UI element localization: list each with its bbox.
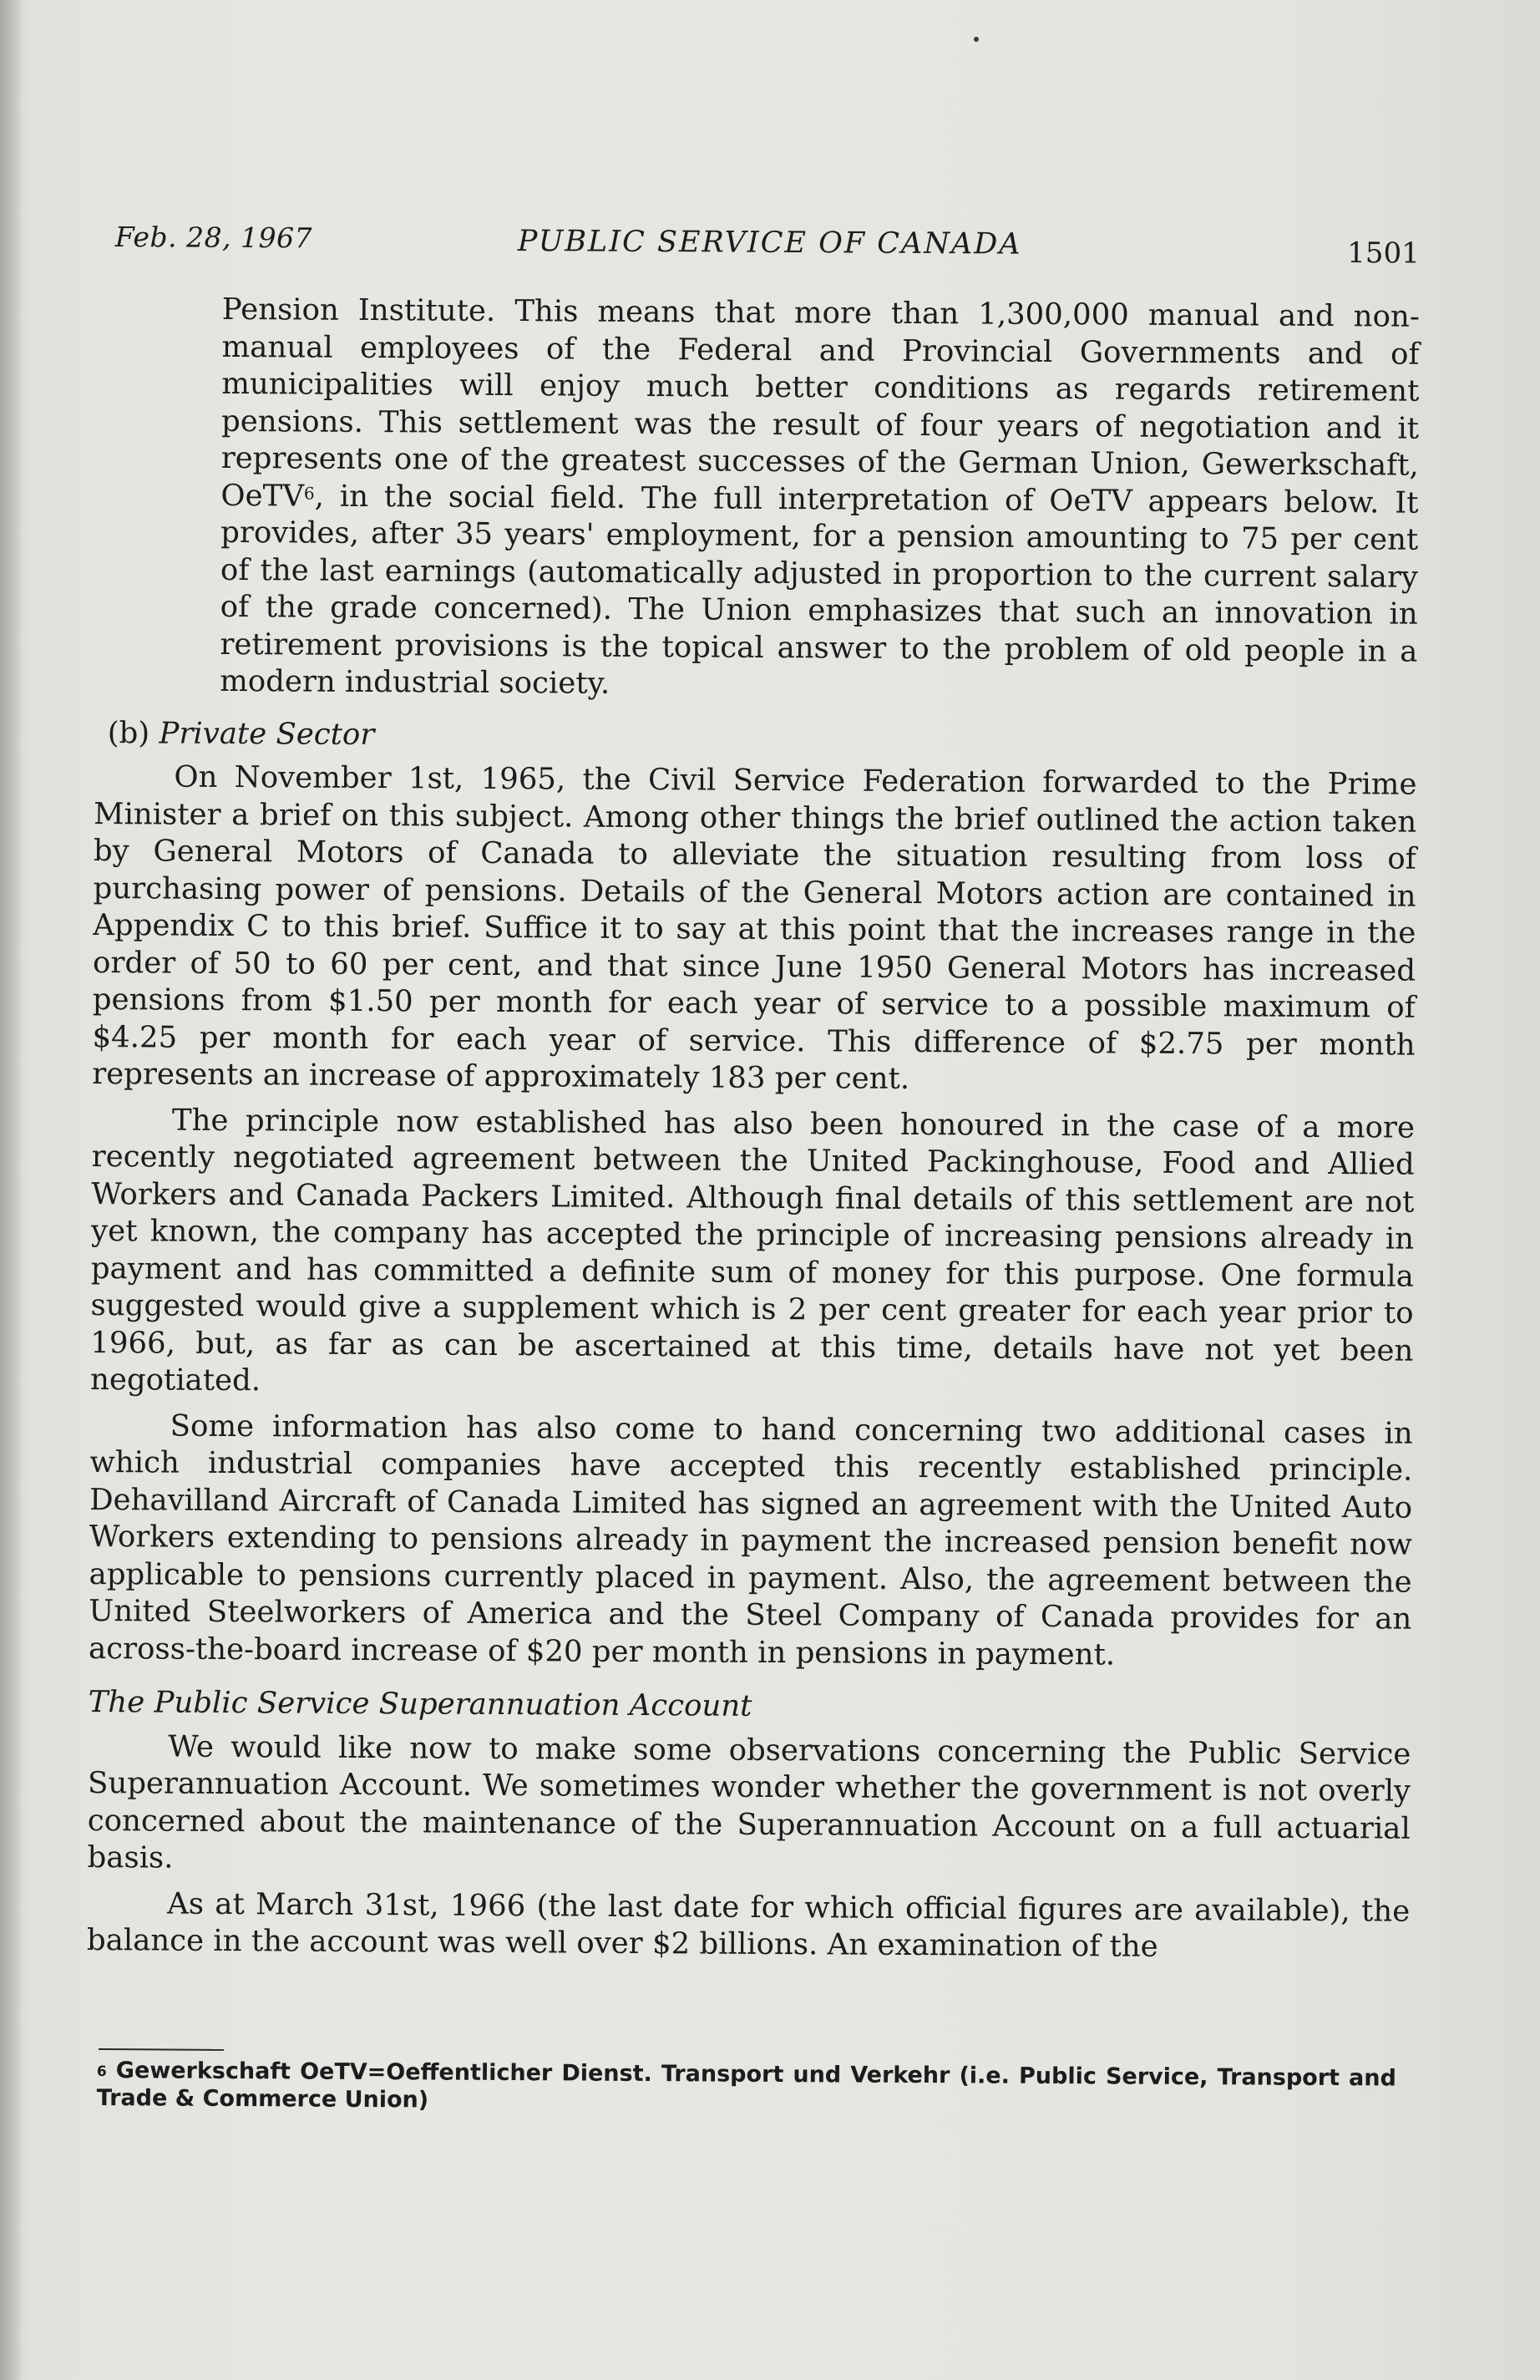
page-number: 1501 — [1347, 236, 1420, 271]
paragraph-superannuation-account: We would like now to make some observations concerning the Public Service Superannuation Account. We sometimes wonder whether the government is not overly concerned about the maintenance of the Superannuation Account on a full actuarial basis. — [87, 1729, 1411, 1875]
paragraph-text-continued: , in the social field. The full interpretation of OeTV appears below. It provides, after 35 years' employment, for a pension amounting to 75 per cent of the last earnings (automatically adjusted in proportion to the current salary of the grade concerned). The Union emphasizes that such an innovation in retirement provisions is the topical answer to the problem of old people in a modern industrial society. — [220, 479, 1419, 701]
subhead-label: (b) — [107, 715, 150, 750]
footnote-rule — [99, 2048, 224, 2051]
paragraph-canada-packers: The principle now established has also been honoured in the case of a more recently negotiated agreement between the United Packinghouse, Food and Allied Workers and Canada Packers Limited. Although final details of this settlement are not yet known, the company has accepted the principle of increasing pensions already in payment and has committed a definite sum of money for this purpose. One formula suggested would give a supplement which is 2 per cent greater for each year prior to 1966, but, as far as can be ascertained at this time, details have not yet been negotiated. — [89, 1103, 1416, 1398]
ink-speck — [974, 37, 979, 42]
paragraph-account-balance: As at March 31st, 1966 (the last date for which official figures are available), the balance in the account was well over $2 billions. An examination of the — [86, 1886, 1411, 1964]
footnote — [97, 2057, 1396, 2120]
spine-shadow — [0, 0, 23, 2380]
header-title: PUBLIC SERVICE OF CANADA — [517, 224, 1022, 261]
subhead-private-sector — [108, 715, 1417, 760]
running-head — [115, 219, 1420, 269]
footnote-mark: 6 — [96, 2063, 107, 2081]
header-date: Feb. 28, 1967 — [114, 220, 313, 255]
paragraph-additional-cases: Some information has also come to hand concerning two additional cases in which industrial companies have accepted this recently established principle. Dehavilland Aircraft of Canada Limited has signed an agreement with the United Auto Workers extending to pensions already in payment the increased pension benefit now applicable to pensions currently placed in payment. Also, the agreement between the United Steelworkers of America and the Steel Company of Canada provides for an across-the-board increase of $20 per month in pensions in payment. — [88, 1408, 1413, 1672]
paragraph-text: Pension Institute. This means that more than 1,300,000 manual and non-manual employees of the Federal and Provincial Governments and of municipalities will enjoy much better conditions as regards retirement pensions. This settlement was the result of four years of negotiation and it represents one of the greatest successes of the German Union, Gewerkschaft, OeTV — [220, 292, 1420, 514]
subhead-title: Private Sector — [159, 715, 375, 752]
footnote-reference: 6 — [303, 483, 315, 504]
footnote-text: Gewerkschaft OeTV=Oeffentlicher Dienst. Transport und Verkehr (i.e. Public Service, Transport and Trade & Commerce Union) — [96, 2058, 1396, 2114]
body-text — [87, 291, 1420, 1967]
footnote-text-block — [97, 2057, 1396, 2120]
section-heading: The Public Service Superannuation Account — [88, 1684, 752, 1723]
paragraph-general-motors: On November 1st, 1965, the Civil Service Federation forwarded to the Prime Minister a brief on this subject. Among other things the brief outlined the action taken by General Motors of Canada to alleviate the situation resulting from loss of purchasing power of pensions. Details of the General Motors action are contained in Appendix C to this brief. Suffice it to say at this point that the increases range in the order of 50 to 60 per cent, and that since June 1950 General Motors has increased pensions from $1.50 per month for each year of service to a possible maximum of $4.25 per month for each year of service. This difference of $2.75 per month represents an increase of approximately 183 per cent. — [92, 759, 1417, 1096]
paragraph-pension-institute — [94, 291, 1420, 708]
